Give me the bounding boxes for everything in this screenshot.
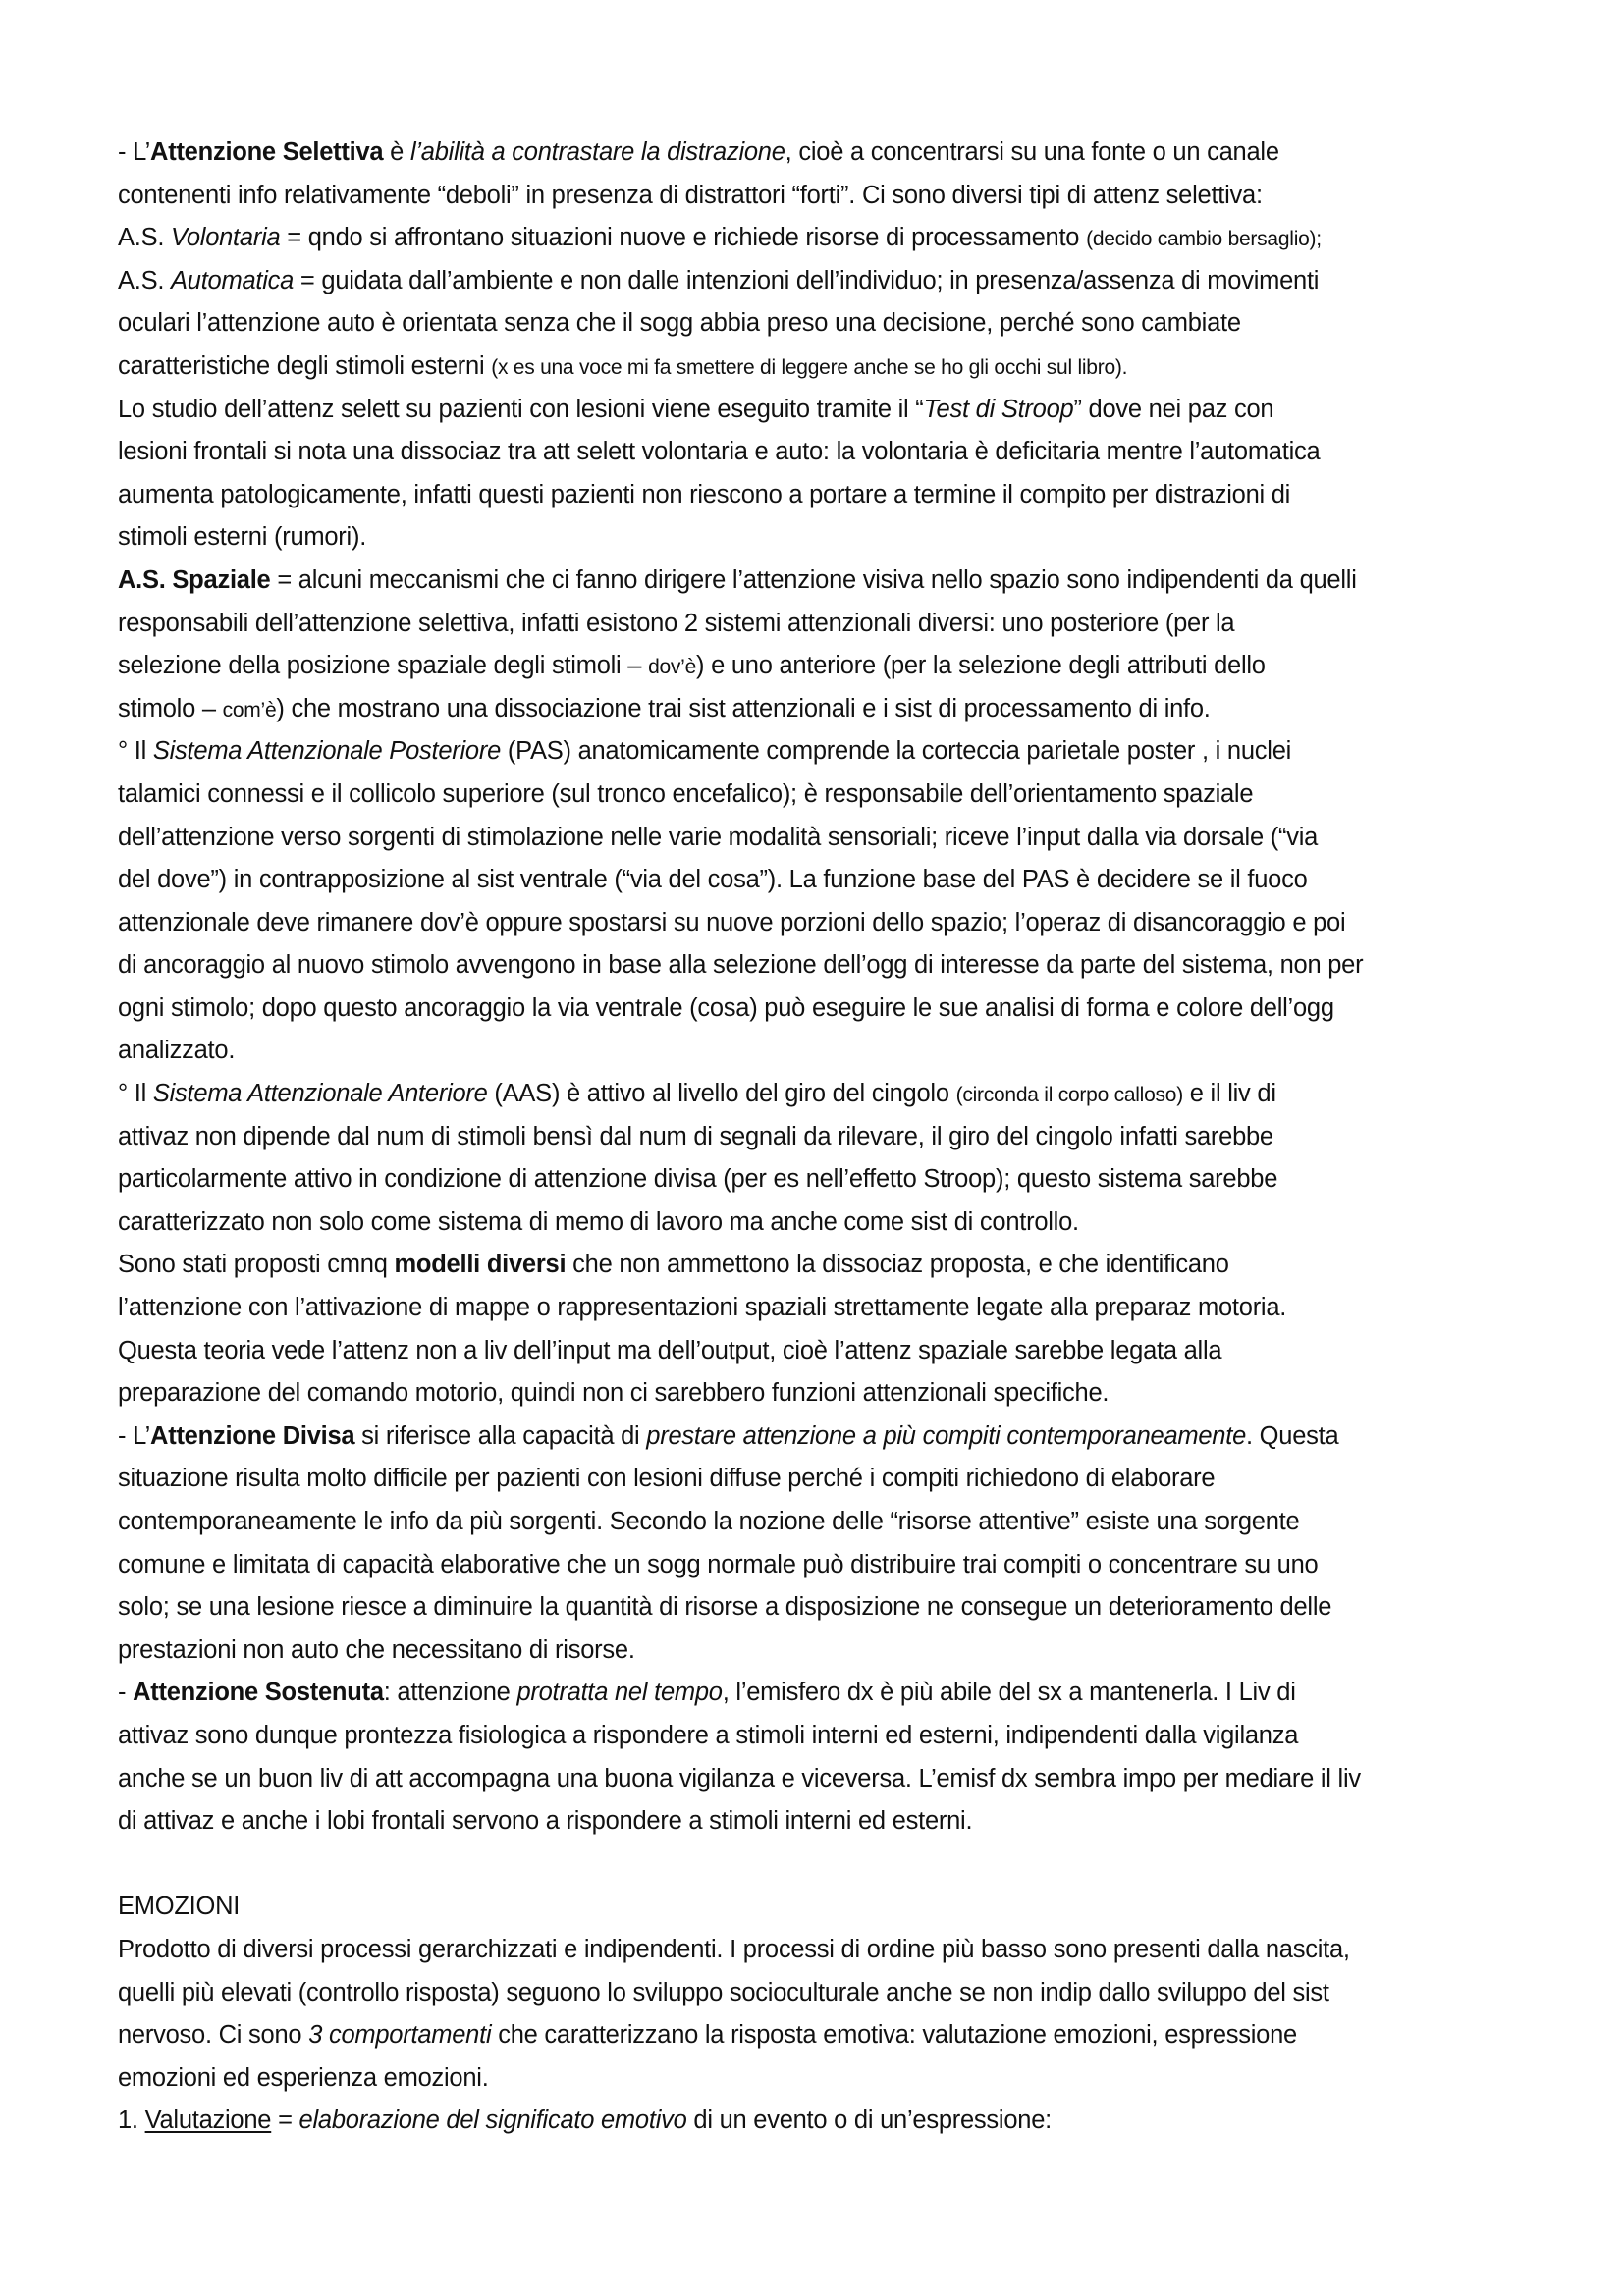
- text-span: =: [271, 2107, 299, 2135]
- text-line: [118, 1929, 1532, 1972]
- text-line: [118, 1544, 1532, 1587]
- text-span: = guidata dall’ambiente e non dalle intenzioni dell’individuo; in presenza/assenza di movimenti: [294, 266, 1320, 294]
- text-line: [118, 944, 1532, 988]
- text-line: [118, 217, 1532, 260]
- text-line: [118, 988, 1532, 1031]
- text-span: contemporaneamente le info da più sorgenti. Secondo la nozione delle “risorse attentive” esiste una sorgente: [118, 1508, 1300, 1535]
- text-span: dell’attenzione verso sorgenti di stimolazione nelle varie modalità sensoriali; riceve l’input dalla via dorsale (“via: [118, 823, 1319, 851]
- text-span: caratterizzato non solo come sistema di memo di lavoro ma anche come sist di controllo.: [118, 1207, 1079, 1236]
- text-span: attenzionale deve rimanere dov’è oppure spostarsi su nuove porzioni dello spazio; l’operaz di disancoraggio e poi: [118, 908, 1346, 936]
- italic-phrase: protratta nel tempo: [516, 1679, 723, 1707]
- text-span: ) che mostrano una dissociazione trai sist attenzionali e i sist di processamento di info.: [276, 694, 1211, 722]
- text-span: A.S.: [118, 266, 172, 294]
- text-line: [118, 1800, 1532, 1843]
- text-span: -: [118, 1679, 134, 1707]
- text-line: [118, 2057, 1532, 2101]
- text-span: = qndo si affrontano situazioni nuove e richiede risorse di processamento: [280, 224, 1087, 252]
- text-line: [118, 346, 1532, 389]
- bold-term: Attenzione Selettiva: [150, 138, 384, 166]
- text-line: [118, 1715, 1532, 1758]
- text-span: è: [383, 138, 410, 166]
- text-span: ° Il: [118, 1080, 153, 1108]
- italic-phrase: Sistema Attenzionale Anteriore: [152, 1080, 488, 1108]
- text-line: [118, 474, 1532, 517]
- text-span: solo; se una lesione riesce a diminuire la quantità di risorse a disposizione ne consegue un deterioramento delle: [118, 1593, 1332, 1622]
- text-span: che caratterizzano la risposta emotiva: valutazione emozioni, espressione: [491, 2021, 1297, 2050]
- text-span: Lo studio dell’attenz selett su pazienti con lesioni viene eseguito tramite il “: [118, 395, 924, 423]
- text-line: [118, 260, 1532, 303]
- text-line: [118, 817, 1532, 860]
- text-span: di un evento o di un’espressione:: [686, 2107, 1052, 2135]
- text-span: attivaz sono dunque prontezza fisiologica a rispondere a stimoli interni ed esterni, indipendenti dalla vigilanza: [118, 1721, 1299, 1749]
- text-span: - L’: [118, 138, 151, 166]
- text-line: [118, 1758, 1532, 1801]
- text-span: , cioè a concentrarsi su una fonte o un canale: [785, 138, 1279, 166]
- text-span: stimoli esterni (rumori).: [118, 523, 367, 552]
- text-line: [118, 603, 1532, 646]
- text-span: stimolo –: [118, 694, 223, 722]
- text-span: del dove”) in contrapposizione al sist ventrale (“via del cosa”). La funzione base del PAS è decidere se il fuoco: [118, 866, 1308, 894]
- text-span: ogni stimolo; dopo questo ancoraggio la via ventrale (cosa) può eseguire le sue analisi di forma e colore dell’ogg: [118, 993, 1334, 1022]
- text-line: [118, 1372, 1532, 1415]
- text-span: caratteristiche degli stimoli esterni: [118, 351, 492, 380]
- text-line: [118, 1586, 1532, 1629]
- text-span: Sono stati proposti cmnq: [118, 1251, 395, 1279]
- text-line: [118, 1287, 1532, 1330]
- text-line: [118, 1158, 1532, 1201]
- text-span: talamici connessi e il collicolo superiore (sul tronco encefalico); è responsabile dell’orientamento spaziale: [118, 779, 1254, 808]
- text-span: di ancoraggio al nuovo stimolo avvengono in base alla selezione dell’ogg di interesse da parte del sistema, non per: [118, 951, 1364, 980]
- text-line: [118, 730, 1532, 774]
- text-span: lesioni frontali si nota una dissociaz tra att selett volontaria e auto: la volontaria è deficitaria mentre l’automatica: [118, 438, 1321, 466]
- text-line: [118, 1244, 1532, 1287]
- text-span: di attivaz e anche i lobi frontali servono a rispondere a stimoli interni ed esterni.: [118, 1807, 973, 1836]
- bold-term: Attenzione Sostenuta: [133, 1679, 384, 1707]
- italic-phrase: elaborazione del significato emotivo: [298, 2107, 687, 2135]
- text-span: particolarmente attivo in condizione di attenzione divisa (per es nell’effetto Stroop); questo sistema sarebbe: [118, 1165, 1278, 1194]
- small-note: (decido cambio bersaglio);: [1086, 228, 1322, 251]
- text-line: [118, 1415, 1532, 1459]
- text-span: ” dove nei paz con: [1073, 395, 1274, 423]
- text-span: oculari l’attenzione auto è orientata senza che il sogg abbia preso una decisione, perché sono cambiate: [118, 309, 1241, 338]
- italic-phrase: Automatica: [171, 266, 295, 294]
- text-span: nervoso. Ci sono: [118, 2021, 309, 2050]
- text-span: preparazione del comando motorio, quindi non ci sarebbero funzioni attenzionali specifiche.: [118, 1379, 1110, 1408]
- text-span: . Questa: [1246, 1421, 1339, 1450]
- text-span: che non ammettono la dissociaz proposta, e che identificano: [566, 1251, 1229, 1279]
- small-note: (x es una voce mi fa smettere di leggere anche se ho gli occhi sul libro).: [491, 355, 1128, 379]
- text-span: e il liv di: [1182, 1080, 1276, 1108]
- blank-line: [118, 1843, 1532, 1887]
- document-page: [118, 132, 1532, 2143]
- text-span: = alcuni meccanismi che ci fanno dirigere l’attenzione visiva nello spazio sono indipendenti da quelli: [270, 565, 1357, 594]
- text-span: aumenta patologicamente, infatti questi pazienti non riescono a portare a termine il compito per distrazioni di: [118, 480, 1291, 508]
- text-line: [118, 688, 1532, 731]
- text-span: selezione della posizione spaziale degli stimoli –: [118, 652, 649, 680]
- text-span: (AAS) è attivo al livello del giro del cingolo: [487, 1080, 956, 1108]
- text-line: [118, 516, 1532, 560]
- text-line: [118, 1330, 1532, 1373]
- underlined-term: Valutazione: [144, 2107, 272, 2135]
- text-line: [118, 302, 1532, 346]
- text-span: EMOZIONI: [118, 1893, 241, 1921]
- text-span: A.S.: [118, 224, 172, 252]
- text-line: [118, 2100, 1532, 2143]
- text-span: quelli più elevati (controllo risposta) seguono lo sviluppo socioculturale anche se non indip dallo sviluppo del sist: [118, 1978, 1329, 2006]
- text-span: contenenti info relativamente “deboli” in presenza di distrattori “forti”. Ci sono diversi tipi di attenz selettiva:: [118, 181, 1263, 209]
- text-line: [118, 1972, 1532, 2015]
- text-span: anche se un buon liv di att accompagna una buona vigilanza e viceversa. L’emisf dx sembra impo per mediare il liv: [118, 1764, 1361, 1792]
- italic-phrase: Sistema Attenzionale Posteriore: [152, 737, 502, 766]
- text-line: [118, 1886, 1532, 1929]
- text-line: [118, 132, 1532, 175]
- text-line: [118, 1629, 1532, 1673]
- text-span: comune e limitata di capacità elaborative che un sogg normale può distribuire trai compiti o concentrare su uno: [118, 1550, 1319, 1578]
- text-span: si riferisce alla capacità di: [354, 1421, 647, 1450]
- text-span: situazione risulta molto difficile per pazienti con lesioni diffuse perché i compiti richiedono di elaborare: [118, 1465, 1216, 1493]
- text-line: [118, 1030, 1532, 1073]
- text-line: [118, 2014, 1532, 2057]
- italic-phrase: Test di Stroop: [923, 395, 1074, 423]
- text-line: [118, 902, 1532, 945]
- italic-phrase: prestare attenzione a più compiti contemporaneamente: [646, 1421, 1247, 1450]
- italic-phrase: l’abilità a contrastare la distrazione: [409, 138, 785, 166]
- text-span: : attenzione: [383, 1679, 517, 1707]
- text-line: [118, 175, 1532, 218]
- text-span: Questa teoria vede l’attenz non a liv dell’input ma dell’output, cioè l’attenz spaziale sarebbe legata alla: [118, 1336, 1222, 1364]
- italic-phrase: Volontaria: [171, 224, 281, 252]
- text-span: l’attenzione con l’attivazione di mappe o rappresentazioni spaziali strettamente legate alla preparaz motoria.: [118, 1294, 1287, 1322]
- text-span: Prodotto di diversi processi gerarchizzati e indipendenti. I processi di ordine più basso sono presenti dalla nascita,: [118, 1935, 1350, 1963]
- text-line: [118, 1201, 1532, 1245]
- text-line: [118, 1458, 1532, 1501]
- text-line: [118, 560, 1532, 603]
- text-span: 1.: [118, 2107, 145, 2135]
- text-span: attivaz non dipende dal num di stimoli bensì dal num di segnali da rilevare, il giro del cingolo infatti sarebbe: [118, 1122, 1273, 1150]
- text-span: (PAS) anatomicamente comprende la corteccia parietale poster , i nuclei: [501, 737, 1292, 766]
- small-note: (circonda il corpo calloso): [955, 1084, 1183, 1107]
- text-line: [118, 645, 1532, 688]
- text-line: [118, 431, 1532, 474]
- italic-phrase: 3 comportamenti: [308, 2021, 492, 2050]
- text-span: , l’emisfero dx è più abile del sx a mantenerla. I Liv di: [722, 1679, 1296, 1707]
- text-span: responsabili dell’attenzione selettiva, infatti esistono 2 sistemi attenzionali diversi: uno posteriore (per la: [118, 609, 1235, 637]
- small-note: com’è: [222, 698, 277, 721]
- text-line: [118, 1116, 1532, 1159]
- bold-term: modelli diversi: [394, 1251, 567, 1279]
- small-note: dov’è: [648, 656, 697, 679]
- text-line: [118, 389, 1532, 432]
- text-line: [118, 1073, 1532, 1116]
- bold-term: Attenzione Divisa: [150, 1421, 355, 1450]
- bold-term: A.S. Spaziale: [118, 565, 271, 594]
- text-line: [118, 774, 1532, 817]
- text-span: - L’: [118, 1421, 151, 1450]
- text-line: [118, 1501, 1532, 1544]
- text-line: [118, 1672, 1532, 1715]
- text-span: prestazioni non auto che necessitano di risorse.: [118, 1635, 635, 1664]
- text-span: emozioni ed esperienza emozioni.: [118, 2063, 489, 2092]
- text-span: ° Il: [118, 737, 153, 766]
- text-span: ) e uno anteriore (per la selezione degli attributi dello: [696, 652, 1266, 680]
- text-span: analizzato.: [118, 1037, 236, 1065]
- text-line: [118, 859, 1532, 902]
